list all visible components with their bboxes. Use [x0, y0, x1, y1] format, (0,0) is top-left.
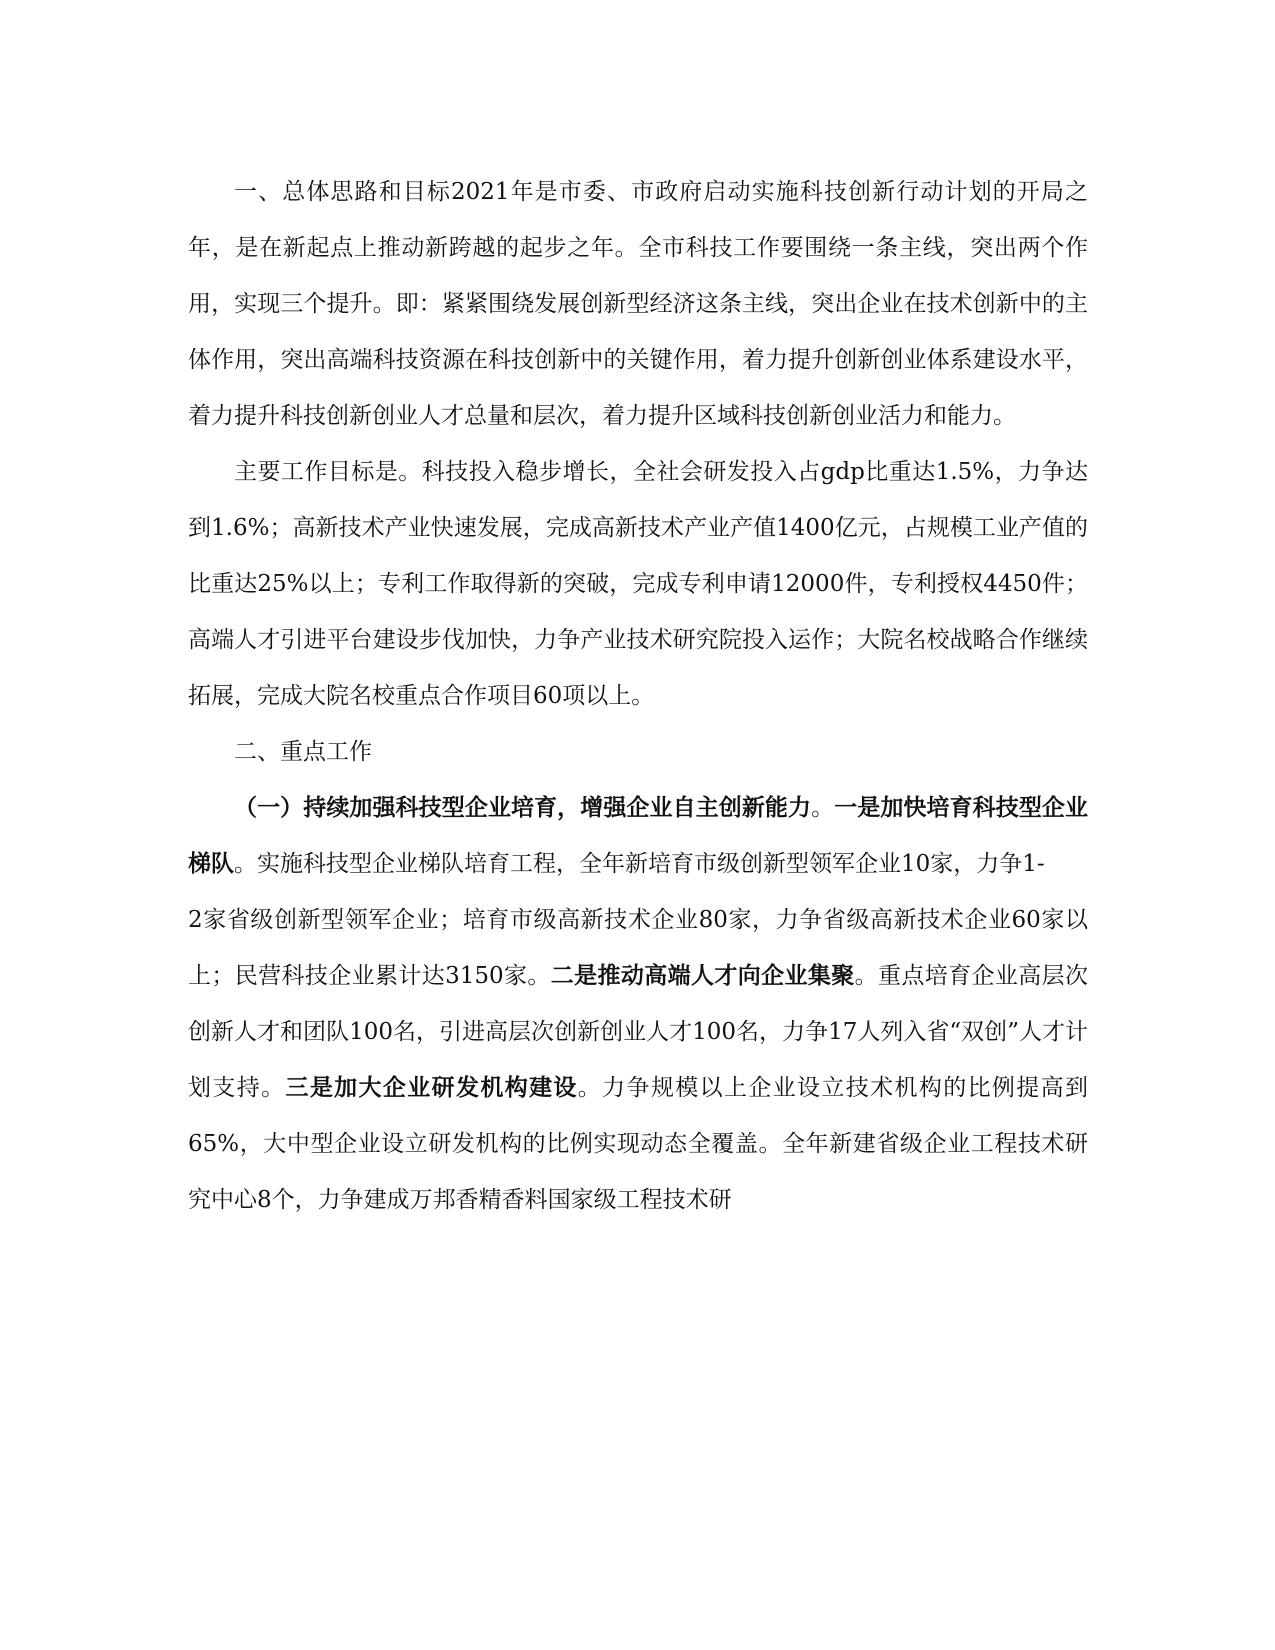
section-heading-key-work: 二、重点工作 — [234, 739, 372, 765]
point-title-enterprise-echelon: 一是加快培育科技型企业梯队 — [188, 794, 1089, 877]
point-text-enterprise-continuation: 2家省级创新型领军企业；培育市级高新技术企业80家，力争省级高新技术企业60家以上；民营科技企业累计达3150家。 — [188, 907, 1088, 989]
paragraph-enterprise-continuation — [188, 892, 1088, 1228]
point-title-talent-gathering: 二是推动高端人才向企业集聚 — [550, 962, 855, 989]
paragraph-main-targets: 主要工作目标是。科技投入稳步增长，全社会研发投入占gdp比重达1.5%，力争达到1.6%；高新技术产业快速发展，完成高新技术产业产值1400亿元，占规模工业产值的比重达25%以上；专利工作取得新的突破，完成专利申请12000件，专利授权4450件；高端人才引进平台建设步伐加快，力争产业技术研究院投入运作；大院名校战略合作继续拓展，完成大院名校重点合作项目60项以上。 — [188, 459, 1088, 709]
point-text-rd-institutions: 。力争规模以上企业设立技术机构的比例提高到65%，大中型企业设立研发机构的比例实现动态全覆盖。全年新建省级企业工程技术研究中心8个，力争建成万邦香精香料国家级工程技术研 — [188, 1075, 1089, 1213]
paragraph-overall-goals: 一、总体思路和目标2021年是市委、市政府启动实施科技创新行动计划的开局之年，是在新起点上推动新跨越的起步之年。全市科技工作要围绕一条主线，突出两个作用，实现三个提升。即：紧紧围绕发展创新型经济这条主线，突出企业在技术创新中的主体作用，突出高端科技资源在科技创新中的关键作用，着力提升创新创业体系建设水平，着力提升科技创新创业人才总量和层次，着力提升区域科技创新创业活力和能力。 — [188, 179, 1088, 429]
point-text-talent-gathering: 。重点培育企业高层次创新人才和团队100名，引进高层次创新创业人才100名，力争17人列入省“双创”人才计划支持。 — [188, 963, 1088, 1101]
point-text-enterprise-echelon: 。实施科技型企业梯队培育工程，全年新培育市级创新型领军企业10家，力争1- — [234, 851, 1045, 877]
paragraph-enterprise-cultivation — [188, 780, 1088, 892]
item-title-enterprise-cultivation: （一）持续加强科技型企业培育，增强企业自主创新能力 — [234, 794, 812, 821]
separator-period: 。 — [811, 795, 835, 821]
point-title-rd-institutions: 三是加大企业研发机构建设 — [285, 1074, 578, 1101]
document-body — [188, 164, 1088, 1228]
